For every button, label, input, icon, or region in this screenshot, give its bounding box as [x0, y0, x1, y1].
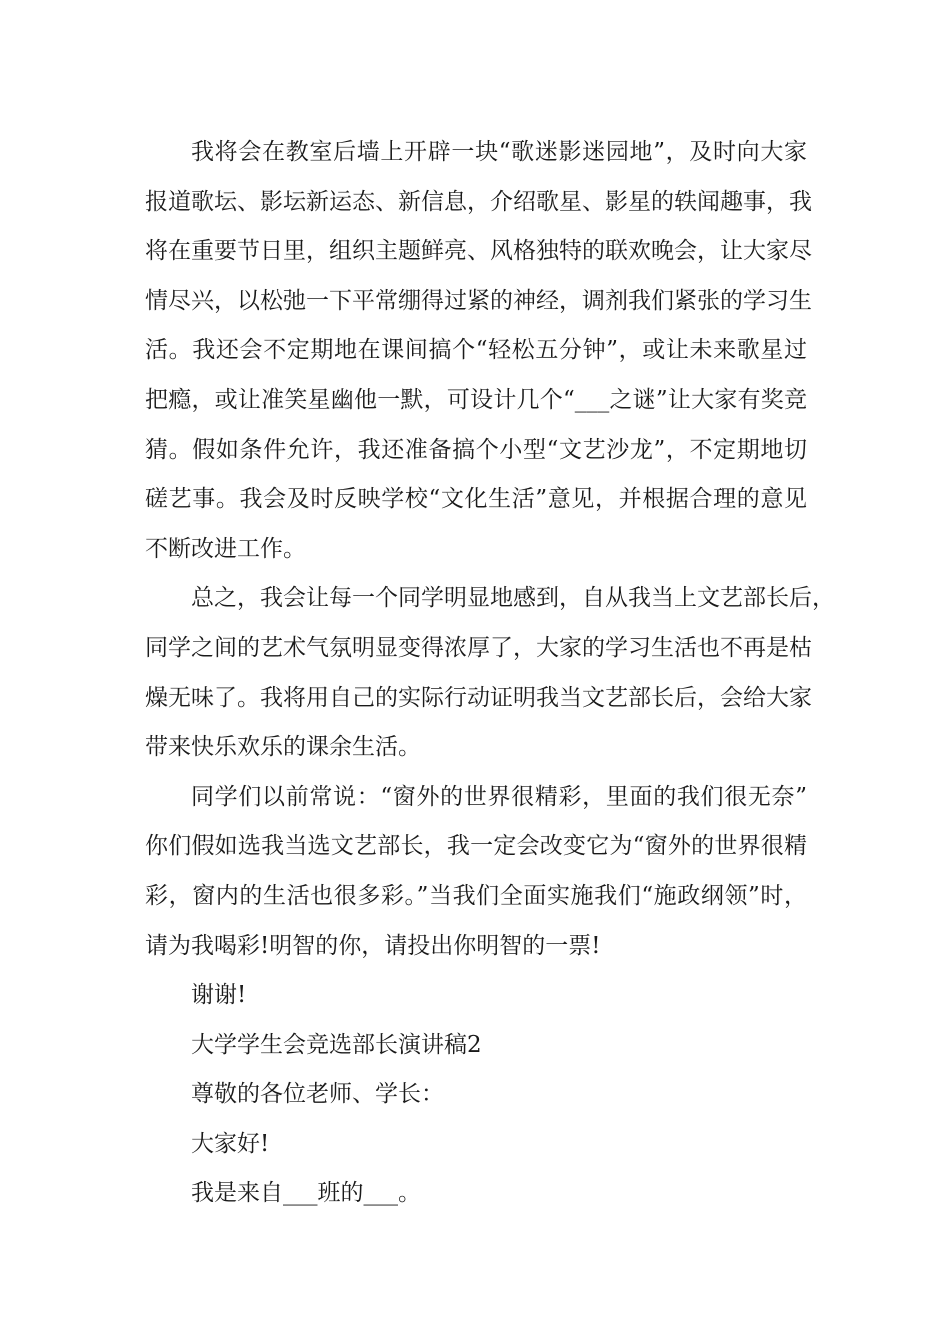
text-line: 请为我喝彩!明智的你，请投出你明智的一票! [145, 932, 601, 959]
text-line: 将在重要节日里，组织主题鲜亮、风格独特的联欢晚会，让大家尽 [145, 238, 812, 265]
paragraph [145, 128, 812, 574]
text-line: 燥无味了。我将用自己的实际行动证明我当文艺部长后，会给大家 [145, 684, 812, 711]
text-line: 磋艺事。我会及时反映学校“文化生活”意见，并根据合理的意见 [145, 486, 807, 513]
text-line: 把瘾，或让准笑星幽他一默，可设计几个“___之谜”让大家有奖竞 [145, 386, 807, 413]
text-line: 我是来自___班的___。 [191, 1180, 421, 1207]
text-line: 不断改进工作。 [145, 535, 306, 562]
text-line: 同学之间的艺术气氛明显变得浓厚了，大家的学习生活也不再是枯 [145, 634, 812, 661]
self-introduction [145, 1169, 807, 1219]
text-line: 你们假如选我当选文艺部长，我一定会改变它为“窗外的世界很精 [145, 833, 807, 860]
text-line: 带来快乐欢乐的课余生活。 [145, 734, 421, 761]
closing-thanks [145, 971, 807, 1021]
text-line: 同学们以前常说：“窗外的世界很精彩，里面的我们很无奈” [191, 783, 807, 810]
text-line: 大家好! [191, 1130, 270, 1157]
paragraph [145, 773, 807, 971]
document-body [145, 128, 835, 1219]
text-line: 活。我还会不定期地在课间搞个“轻松五分钟”，或让未来歌星过 [145, 337, 807, 364]
text-line: 我将会在教室后墙上开辟一块“歌迷影迷园地”，及时向大家 [191, 139, 807, 165]
text-line: 大学学生会竞选部长演讲稿2 [191, 1031, 482, 1058]
salutation [145, 1070, 807, 1120]
text-line: 彩，窗内的生活也很多彩。”当我们全面实施我们“施政纲领”时， [145, 882, 807, 909]
text-line: 谢谢! [191, 982, 247, 1009]
text-line: 猜。假如条件允许，我还准备搞个小型“文艺沙龙”，不定期地切 [145, 436, 807, 463]
paragraph [145, 574, 835, 772]
section-title [145, 1021, 807, 1071]
text-line: 报道歌坛、影坛新运态、新信息，介绍歌星、影星的轶闻趣事，我 [145, 188, 812, 215]
greeting [145, 1120, 807, 1170]
text-line: 情尽兴，以松弛一下平常绷得过紧的神经，调剂我们紧张的学习生 [145, 287, 812, 314]
text-line: 总之，我会让每一个同学明显地感到，自从我当上文艺部长后， [191, 585, 835, 612]
text-line: 尊敬的各位老师、学长： [191, 1081, 444, 1108]
